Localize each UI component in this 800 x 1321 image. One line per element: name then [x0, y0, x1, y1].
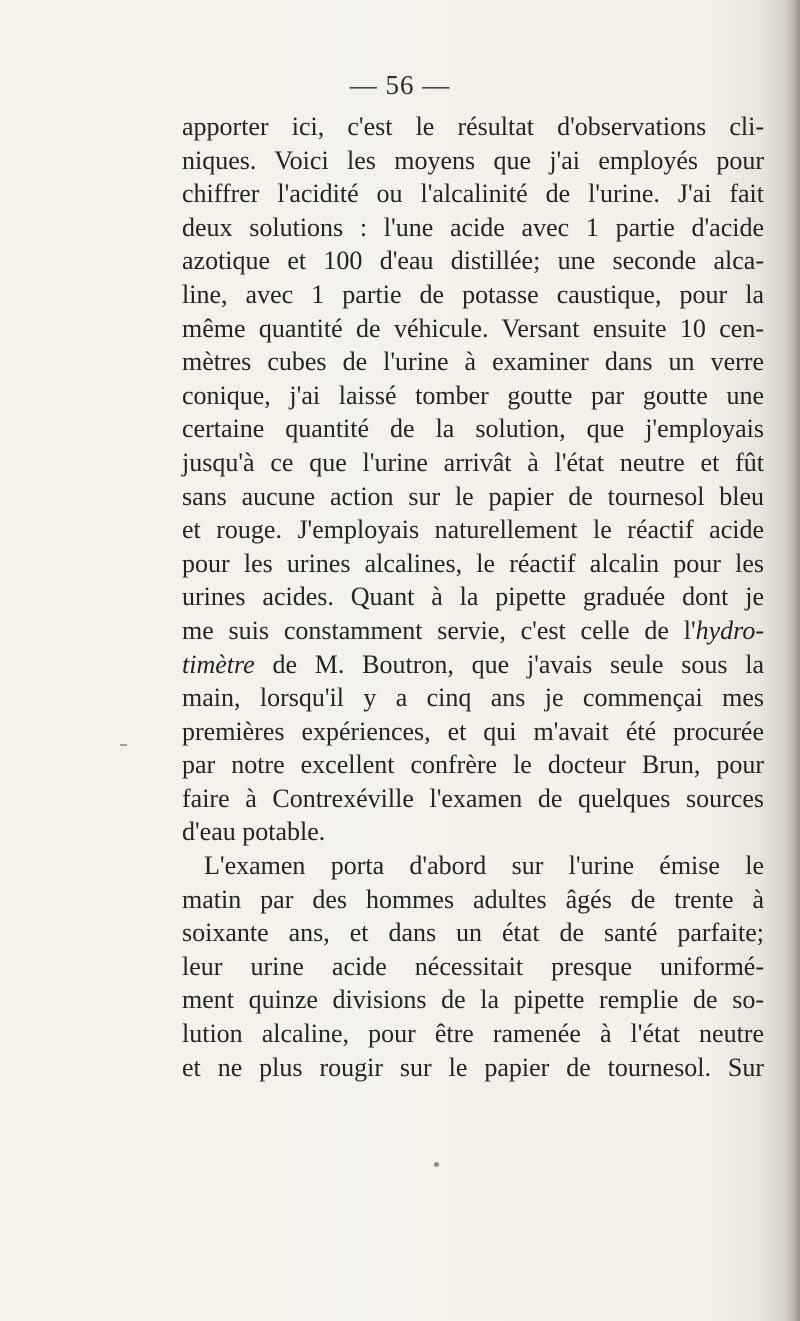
text-fragment: de M. Boutron, que j'avais seule sous la — [254, 649, 764, 679]
text-line: par notre excellent confrère le docteur Brun, pour — [182, 750, 764, 780]
text-line: matin par des hommes adultes âgés de trente à — [182, 884, 764, 914]
text-line: conique, j'ai laissé tomber goutte par goutte une — [182, 380, 764, 410]
text-line: line, avec 1 partie de potasse caustique, pour la — [182, 279, 764, 309]
text-line: jusqu'à ce que l'urine arrivât à l'état neutre et fût — [182, 447, 764, 477]
text-line-with-italic — [182, 648, 764, 682]
text-line: deux solutions : l'une acide avec 1 partie d'acide — [182, 212, 764, 242]
text-line: azotique et 100 d'eau distillée; une seconde alca- — [182, 246, 764, 276]
text-line: chiffrer l'acidité ou l'alcalinité de l'urine. J'ai fait — [182, 179, 764, 209]
text-line: premières expériences, et qui m'avait été procurée — [182, 716, 764, 746]
ink-speck — [434, 1162, 439, 1167]
text-line: sans aucune action sur le papier de tournesol bleu — [182, 481, 764, 511]
text-line: apporter ici, c'est le résultat d'observations cli- — [182, 112, 764, 141]
text-line: lution alcaline, pour être ramenée à l'état neutre — [182, 1019, 764, 1049]
page-number: — 56 — — [349, 70, 451, 100]
text-line: faire à Contrexéville l'examen de quelques sources — [182, 783, 764, 813]
text-line: ment quinze divisions de la pipette remplie de so- — [182, 985, 764, 1015]
text-line: certaine quantité de la solution, que j'employais — [182, 414, 764, 444]
text-line-with-italic — [182, 614, 764, 648]
text-line: soixante ans, et dans un état de santé parfaite; — [182, 918, 764, 948]
italic-term: timètre — [182, 649, 255, 679]
text-line: d'eau potable. — [182, 817, 326, 847]
text-line: L'examen porta d'abord sur l'urine émise le — [204, 851, 764, 881]
text-line: et ne plus rougir sur le papier de tournesol. Sur — [182, 1052, 764, 1082]
text-line: leur urine acide nécessitait presque uniformé- — [182, 951, 764, 981]
text-line: et rouge. J'employais naturellement le réactif acide — [182, 515, 764, 545]
text-line: urines acides. Quant à la pipette graduée dont je — [182, 582, 764, 612]
page-edge-shadow — [786, 0, 800, 1321]
text-fragment: me suis constamment servie, c'est celle de l' — [182, 615, 696, 645]
text-line: mètres cubes de l'urine à examiner dans un verre — [182, 347, 764, 377]
body-text — [182, 110, 764, 1084]
text-line: main, lorsqu'il y a cinq ans je commençai mes — [182, 683, 764, 713]
text-line: même quantité de véhicule. Versant ensuite 10 cen- — [182, 313, 764, 343]
text-line: pour les urines alcalines, le réactif alcalin pour les — [182, 548, 764, 578]
italic-term: hydro- — [695, 615, 764, 645]
text-line: niques. Voici les moyens que j'ai employés pour — [182, 145, 764, 175]
ink-speck — [120, 744, 127, 746]
